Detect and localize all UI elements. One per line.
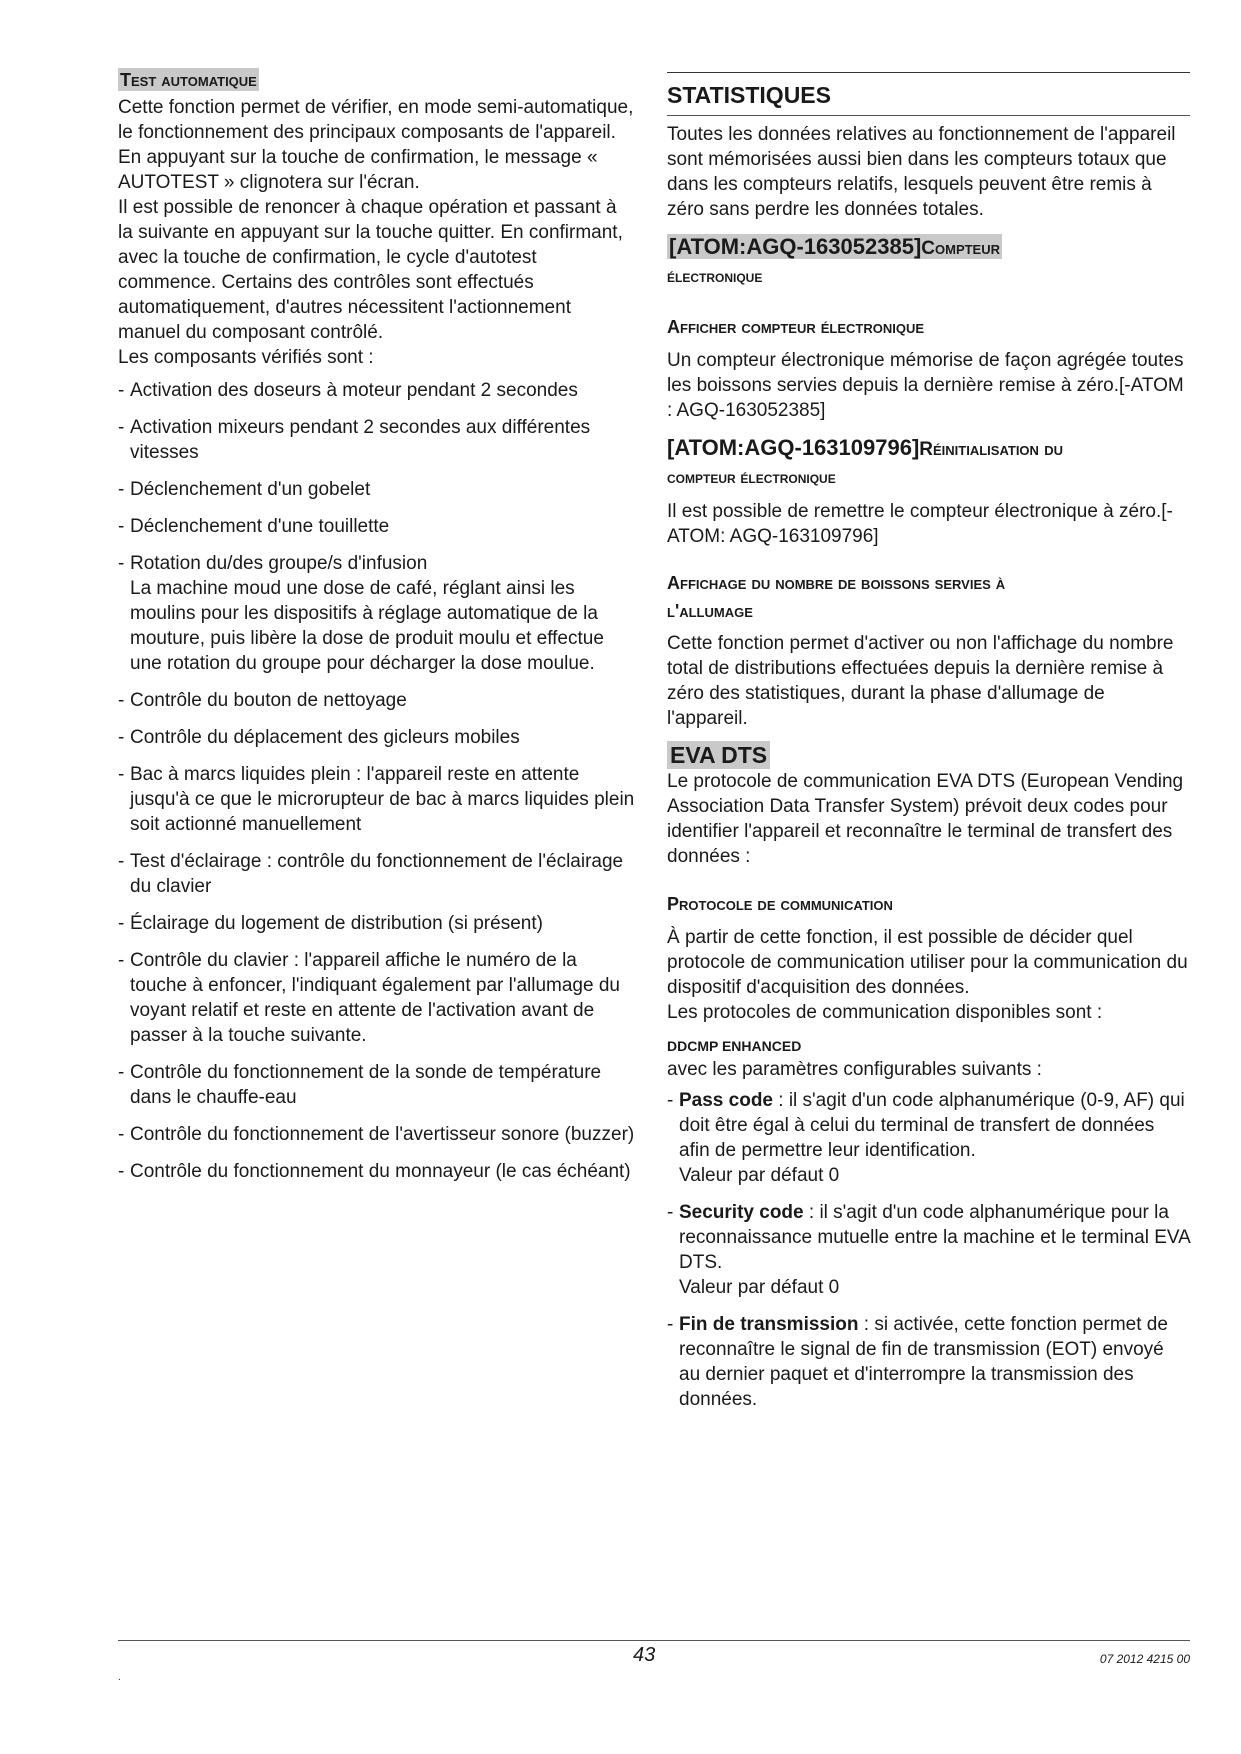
ddcmp-paragraph: avec les paramètres configurables suivants : bbox=[667, 1059, 1042, 1080]
page-number: 43 bbox=[633, 1644, 656, 1666]
protocole-paragraph-1: À partir de cette fonction, il est possible de décider quel protocole de communication utiliser pour la communication du dispositif d'acquisition des données. bbox=[667, 927, 1188, 998]
list-item: - Contrôle du clavier : l'appareil affiche le numéro de la touche à enfoncer, l'indiquant également par l'allumage du voyant relatif et reste en attente de l'activation avant de passer à la touche suivante. bbox=[118, 948, 636, 1048]
components-list bbox=[118, 378, 636, 1184]
intro-paragraph-3: Les composants vérifiés sont : bbox=[118, 347, 374, 368]
list-item: - Bac à marcs liquides plein : l'appareil reste en attente jusqu'à ce que le microrupteur de bac à marcs liquides plein soit actionné manuellement bbox=[118, 762, 636, 837]
afficher-paragraph: Un compteur électronique mémorise de façon agrégée toutes les boissons servies depuis la dernière remise à zéro.[-ATOM : AGQ-163052385] bbox=[667, 350, 1184, 421]
compteur-subheading: électronique bbox=[667, 267, 763, 286]
reinit-heading: [ATOM:AGQ-163109796]Réinitialisation du bbox=[667, 435, 1063, 460]
test-automatique-heading: Test automatique bbox=[120, 70, 257, 90]
reinit-subheading: compteur électronique bbox=[667, 468, 836, 487]
list-item: - Security code : il s'agit d'un code alphanumérique pour la reconnaissance mutuelle entre la machine et le terminal EVA DTS. Valeur par défaut 0 bbox=[667, 1200, 1190, 1300]
left-column bbox=[118, 68, 636, 1184]
compteur-heading: [ATOM:AGQ-163052385]Compteur bbox=[669, 234, 1001, 259]
list-item: - Déclenchement d'une touillette bbox=[118, 514, 636, 539]
list-item: - Fin de transmission : si activée, cette fonction permet de reconnaître le signal de fin de transmission (EOT) envoyé au dernier paquet et d'interrompre la transmission des données. bbox=[667, 1312, 1190, 1412]
footer-divider bbox=[118, 1640, 1190, 1641]
affichage-heading: Affichage du nombre de boissons servies à l'allumage bbox=[667, 573, 1006, 621]
right-column bbox=[667, 68, 1190, 1412]
list-item: - Activation mixeurs pendant 2 secondes aux différentes vitesses bbox=[118, 415, 636, 465]
affichage-paragraph: Cette fonction permet d'activer ou non l'affichage du nombre total de distributions effectuées depuis la dernière remise à zéro des statistiques, durant la phase d'allumage de l'appareil. bbox=[667, 633, 1174, 729]
eva-paragraph: Le protocole de communication EVA DTS (European Vending Association Data Transfer System) prévoit deux codes pour identifier l'appareil et reconnaître le terminal de transfert des données : bbox=[667, 771, 1184, 867]
intro-paragraph-2: Il est possible de renoncer à chaque opération et passant à la suivante en appuyant sur la touche quitter. En confirmant, avec la touche de confirmation, le cycle d'autotest commence. Certains des contrôles sont effectués automatiquement, d'autres nécessitent l'actionnement manuel du composant contrôlé. bbox=[118, 197, 623, 343]
document-code: 07 2012 4215 00 bbox=[1099, 1652, 1190, 1666]
list-item: - Déclenchement d'un gobelet bbox=[118, 477, 636, 502]
protocole-heading: Protocole de communication bbox=[667, 894, 893, 914]
list-item: - Contrôle du bouton de nettoyage bbox=[118, 688, 636, 713]
list-item: - Contrôle du fonctionnement de la sonde de température dans le chauffe-eau bbox=[118, 1060, 636, 1110]
statistiques-paragraph: Toutes les données relatives au fonctionnement de l'appareil sont mémorisées aussi bien dans les compteurs totaux que dans les compteurs relatifs, lesquels peuvent être remis à zéro sans perdre les données totales. bbox=[667, 124, 1176, 220]
eva-dts-title: EVA DTS bbox=[667, 741, 770, 769]
list-item: - Activation des doseurs à moteur pendant 2 secondes bbox=[118, 378, 636, 403]
afficher-heading: Afficher compteur électronique bbox=[667, 317, 925, 337]
list-item: - Contrôle du déplacement des gicleurs mobiles bbox=[118, 725, 636, 750]
section-divider bbox=[667, 115, 1190, 116]
parameters-list bbox=[667, 1088, 1190, 1412]
list-item: - Test d'éclairage : contrôle du fonctionnement de l'éclairage du clavier bbox=[118, 849, 636, 899]
reinit-paragraph: Il est possible de remettre le compteur électronique à zéro.[-ATOM: AGQ-163109796] bbox=[667, 501, 1173, 547]
protocole-paragraph-2: Les protocoles de communication disponibles sont : bbox=[667, 1002, 1103, 1023]
statistiques-title: STATISTIQUES bbox=[667, 72, 1190, 109]
ddcmp-heading: DDCMP ENHANCED bbox=[667, 1038, 802, 1054]
rotation-detail: La machine moud une dose de café, réglant ainsi les moulins pour les dispositifs à réglage automatique de la mouture, puis libère la dose de produit moulu et effectue une rotation du groupe pour décharger la dose moulue. bbox=[130, 578, 604, 674]
footer-mark: . bbox=[118, 1672, 121, 1683]
list-item: - Contrôle du fonctionnement du monnayeur (le cas échéant) bbox=[118, 1159, 636, 1184]
list-item: - Éclairage du logement de distribution (si présent) bbox=[118, 911, 636, 936]
intro-paragraph-1: Cette fonction permet de vérifier, en mode semi-automatique, le fonctionnement des principaux composants de l'appareil. En appuyant sur la touche de confirmation, le message « AUTOTEST » clignotera sur l'écran. bbox=[118, 97, 634, 193]
list-item: - Pass code : il s'agit d'un code alphanumérique (0-9, AF) qui doit être égal à celui du terminal de transfert de données afin de permettre leur identification. Valeur par défaut 0 bbox=[667, 1088, 1190, 1188]
list-item: - Rotation du/des groupe/s d'infusion La machine moud une dose de café, réglant ainsi les moulins pour les dispositifs à réglage automatique de la mouture, puis libère la dose de produit moulu et effectue une rotation du groupe pour décharger la dose moulue. bbox=[118, 551, 636, 676]
list-item: - Contrôle du fonctionnement de l'avertisseur sonore (buzzer) bbox=[118, 1122, 636, 1147]
